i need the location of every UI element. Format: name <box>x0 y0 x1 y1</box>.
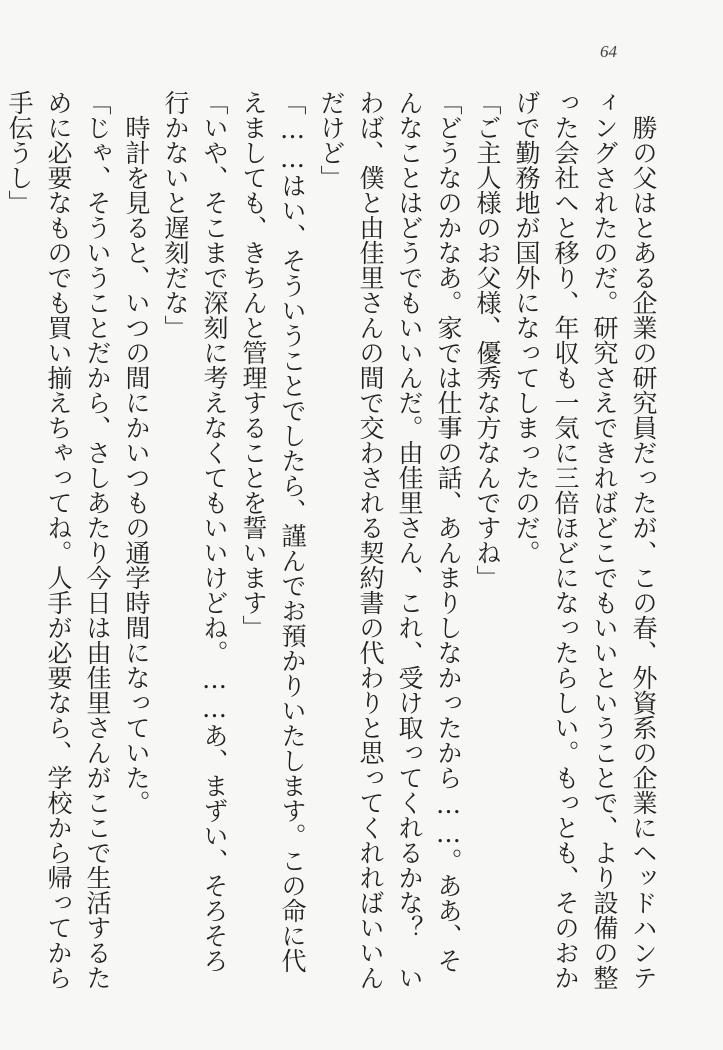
paragraph: 「じゃ、そういうことだから、さしあたり今日は由佳里さんがここで生活するために必要なものでも買い揃えちゃってね。人手が必要なら、学校から帰ってから手伝うし」 <box>5 90 112 990</box>
paragraph: 「ご主人様のお父様、優秀な方なんですね」 <box>473 90 502 590</box>
paragraph: 「いや、そこまで深刻に考えなくてもいいけどね。……あ、まずい、そろそろ行かないと遅刻だな」 <box>161 90 229 973</box>
paragraph: 時計を見ると、いつの間にかいつもの通学時間になっていた。 <box>122 115 151 815</box>
paragraph: 「どうなのかなあ。家では仕事の話、あんまりしなかったから……。ああ、そんなことはどうでもいいんだ。由佳里さん、これ、受け取ってくれるかな？ いわば、僕と由佳里さんの間で交わされる契約書の代わりと思ってくれればいいんだけど」 <box>317 90 463 990</box>
vertical-text-body <box>5 90 663 990</box>
page-number: 64 <box>600 42 617 61</box>
paragraph: 勝の父はとある企業の研究員だったが、この春、外資系の企業にヘッドハンティングされたのだ。研究さえできればどこでもいいということで、より設備の整った会社へと移り、年収も一気に三倍ほどになったらしい。もっとも、そのおかげで勤務地が国外になってしまったのだ。 <box>512 90 658 990</box>
paragraph: 「……はい、そういうことでしたら、謹んでお預かりいたします。この命に代えましても、きちんと管理することを誓います」 <box>239 90 307 973</box>
